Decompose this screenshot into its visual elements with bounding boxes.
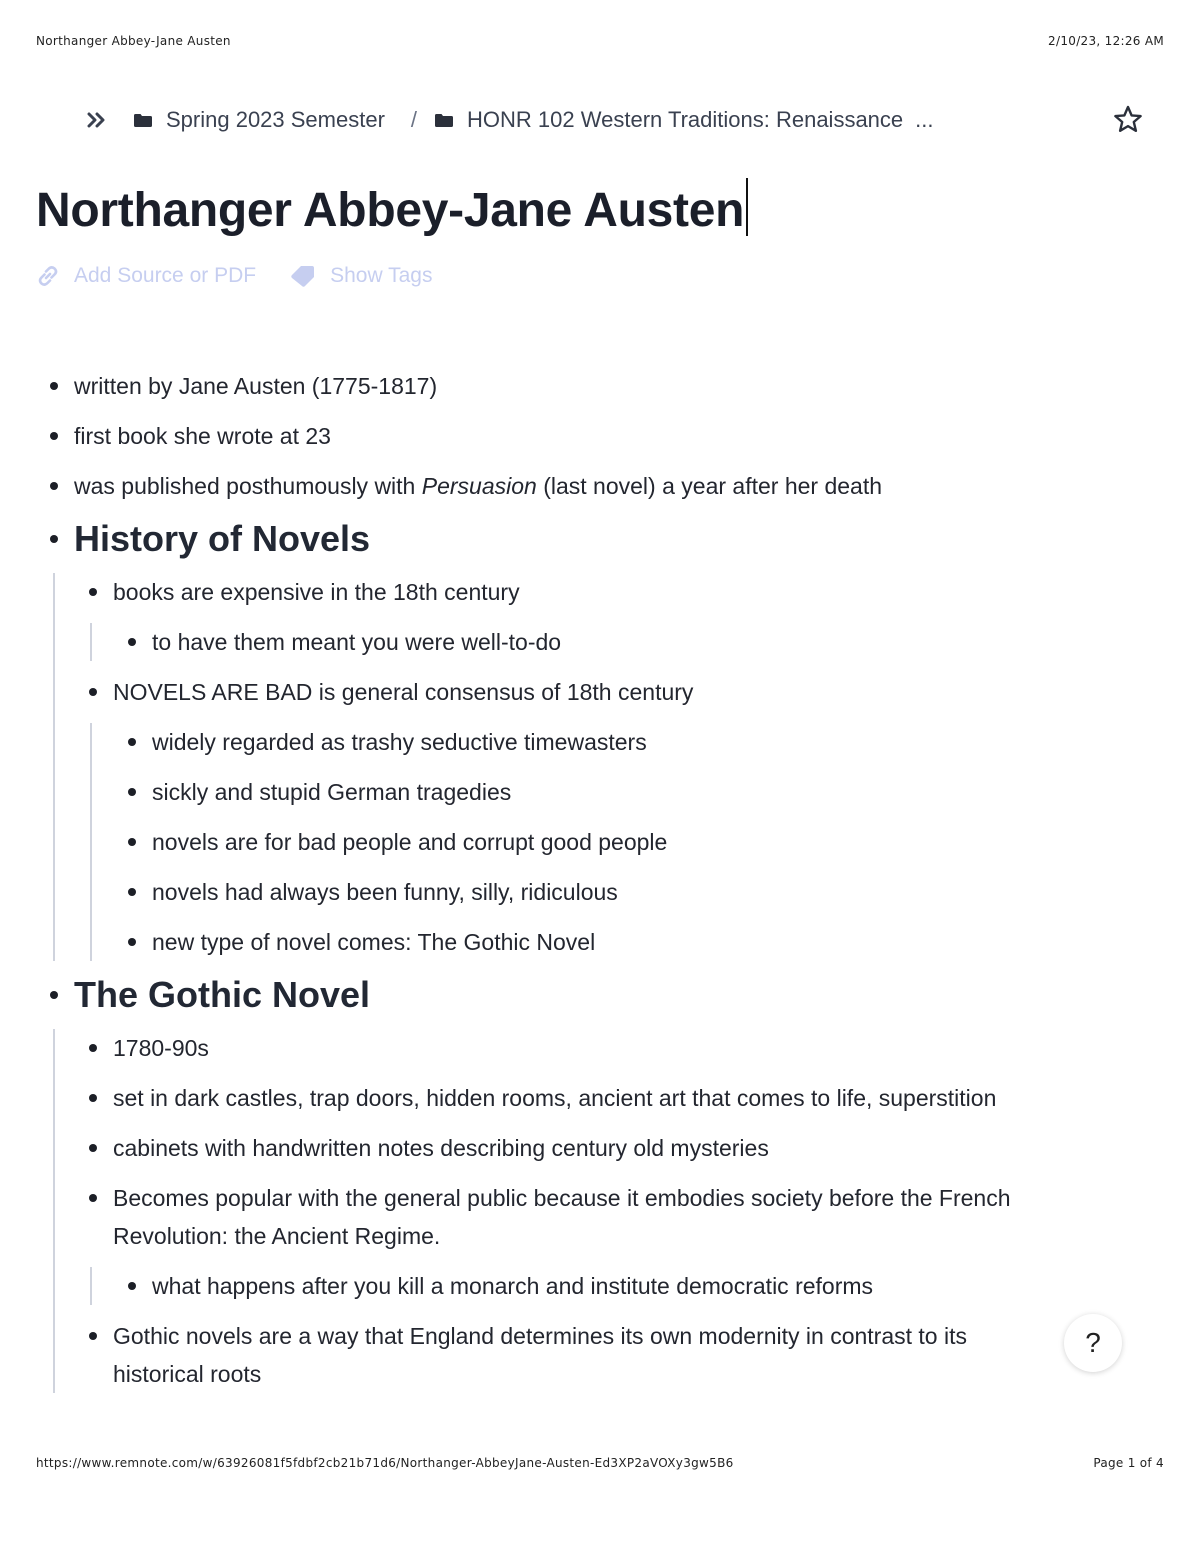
bullet[interactable] (83, 1129, 113, 1167)
list-item[interactable] (122, 773, 1064, 811)
children-list (53, 573, 1064, 961)
bullet[interactable] (122, 823, 152, 861)
favorite-button[interactable] (1110, 102, 1146, 138)
show-tags-button[interactable] (290, 264, 432, 288)
list-item[interactable] (44, 367, 1064, 405)
tag-icon (290, 264, 316, 288)
children-list (90, 1267, 1064, 1305)
note-list (44, 367, 1064, 1393)
list-item-text: written by Jane Austen (1775-1817) (74, 373, 438, 399)
list-item-text (74, 467, 882, 505)
print-footer-page: Page 1 of 4 (1093, 1456, 1164, 1470)
print-footer (36, 1456, 1164, 1470)
folder-icon (134, 114, 152, 127)
breadcrumb-separator: / (410, 107, 418, 132)
expand-sidebar-button[interactable] (80, 102, 114, 138)
list-item-text: books are expensive in the 18th century (113, 579, 520, 605)
list-item[interactable] (122, 723, 1064, 761)
list-item-text: novels had always been funny, silly, ridiculous (152, 879, 618, 905)
list-item[interactable] (83, 1029, 1064, 1067)
double-chevron-right-icon (86, 111, 108, 129)
breadcrumb-item-course[interactable] (435, 107, 903, 133)
list-item (83, 1267, 1064, 1305)
section-heading: History of Novels (74, 518, 371, 559)
list-item-text: novels are for bad people and corrupt good people (152, 829, 668, 855)
bullet[interactable] (44, 417, 74, 455)
document-actions (36, 264, 466, 288)
book-title: Persuasion (421, 473, 537, 499)
children-list (90, 723, 1064, 961)
text-segment: was published posthumously with (74, 473, 422, 499)
list-item[interactable] (83, 1179, 1064, 1255)
list-item[interactable] (44, 417, 1064, 455)
list-item-text: to have them meant you were well-to-do (152, 629, 562, 655)
bullet[interactable] (83, 1029, 113, 1067)
list-item-text: cabinets with handwritten notes describing century old mysteries (113, 1135, 769, 1161)
bullet[interactable] (44, 367, 74, 405)
print-header-title: Northanger Abbey-Jane Austen (36, 34, 231, 48)
add-source-button[interactable] (36, 264, 256, 288)
breadcrumb (80, 100, 1150, 140)
page-title[interactable] (36, 178, 748, 238)
section-history[interactable] (44, 517, 1064, 961)
bullet[interactable] (122, 723, 152, 761)
print-header-datetime: 2/10/23, 12:26 AM (1048, 34, 1164, 48)
show-tags-label: Show Tags (330, 264, 433, 287)
text-segment: (last novel) a year after her death (536, 473, 883, 499)
list-item-text: Becomes popular with the general public because it embodies society before the French Revolution: the Ancient Regime. (113, 1185, 1011, 1249)
section-gothic[interactable] (44, 973, 1064, 1393)
link-icon (36, 265, 60, 287)
list-item[interactable] (83, 1129, 1064, 1167)
add-source-label: Add Source or PDF (74, 264, 257, 287)
children-list (90, 623, 1064, 661)
bullet[interactable] (83, 1179, 113, 1217)
bullet[interactable] (122, 623, 152, 661)
list-item[interactable] (83, 673, 1064, 711)
bullet[interactable] (122, 873, 152, 911)
folder-icon (435, 114, 453, 127)
breadcrumb-item-semester[interactable] (134, 107, 385, 133)
bullet[interactable] (44, 973, 74, 1017)
text-caret (746, 178, 748, 236)
page-title-text: Northanger Abbey-Jane Austen (36, 184, 745, 237)
bullet[interactable] (83, 673, 113, 711)
bullet[interactable] (122, 1267, 152, 1305)
bullet[interactable] (122, 773, 152, 811)
list-item[interactable] (122, 623, 1064, 661)
bullet[interactable] (122, 923, 152, 961)
breadcrumb-label: Spring 2023 Semester (166, 107, 385, 132)
list-item[interactable] (83, 1317, 1064, 1393)
breadcrumb-overflow: ... (915, 107, 934, 132)
list-item-text: Gothic novels are a way that England determines its own modernity in contrast to its historical roots (113, 1323, 967, 1387)
list-item[interactable] (83, 1079, 1064, 1117)
star-icon (1112, 104, 1144, 136)
list-item (83, 723, 1064, 961)
list-item-text: what happens after you kill a monarch and institute democratic reforms (152, 1273, 874, 1299)
bullet[interactable] (83, 573, 113, 611)
list-item-text: first book she wrote at 23 (74, 423, 331, 449)
list-item[interactable] (44, 467, 1064, 505)
list-item (83, 623, 1064, 661)
list-item-text: NOVELS ARE BAD is general consensus of 18th century (113, 679, 694, 705)
list-item-text: new type of novel comes: The Gothic Novel (152, 929, 596, 955)
list-item[interactable] (122, 1267, 1064, 1305)
section-heading: The Gothic Novel (74, 974, 371, 1015)
list-item[interactable] (122, 823, 1064, 861)
list-item-text: widely regarded as trashy seductive timewasters (152, 729, 647, 755)
breadcrumb-label: HONR 102 Western Traditions: Renaissance (467, 107, 904, 132)
document-body (44, 367, 1064, 1393)
bullet[interactable] (83, 1079, 113, 1117)
list-item-text: set in dark castles, trap doors, hidden rooms, ancient art that comes to life, superstition (113, 1085, 997, 1111)
list-item[interactable] (122, 923, 1064, 961)
list-item[interactable] (122, 873, 1064, 911)
list-item-text: sickly and stupid German tragedies (152, 779, 512, 805)
help-button[interactable]: ? (1064, 1314, 1122, 1372)
bullet[interactable] (44, 467, 74, 505)
print-footer-url: https://www.remnote.com/w/63926081f5fdbf2cb21b71d6/Northanger-AbbeyJane-Austen-Ed3XP2aVOXy3gw5B6 (36, 1456, 734, 1470)
bullet[interactable] (44, 517, 74, 561)
list-item[interactable] (83, 573, 1064, 611)
children-list (53, 1029, 1064, 1393)
bullet[interactable] (83, 1317, 113, 1355)
list-item-text: 1780-90s (113, 1035, 209, 1061)
